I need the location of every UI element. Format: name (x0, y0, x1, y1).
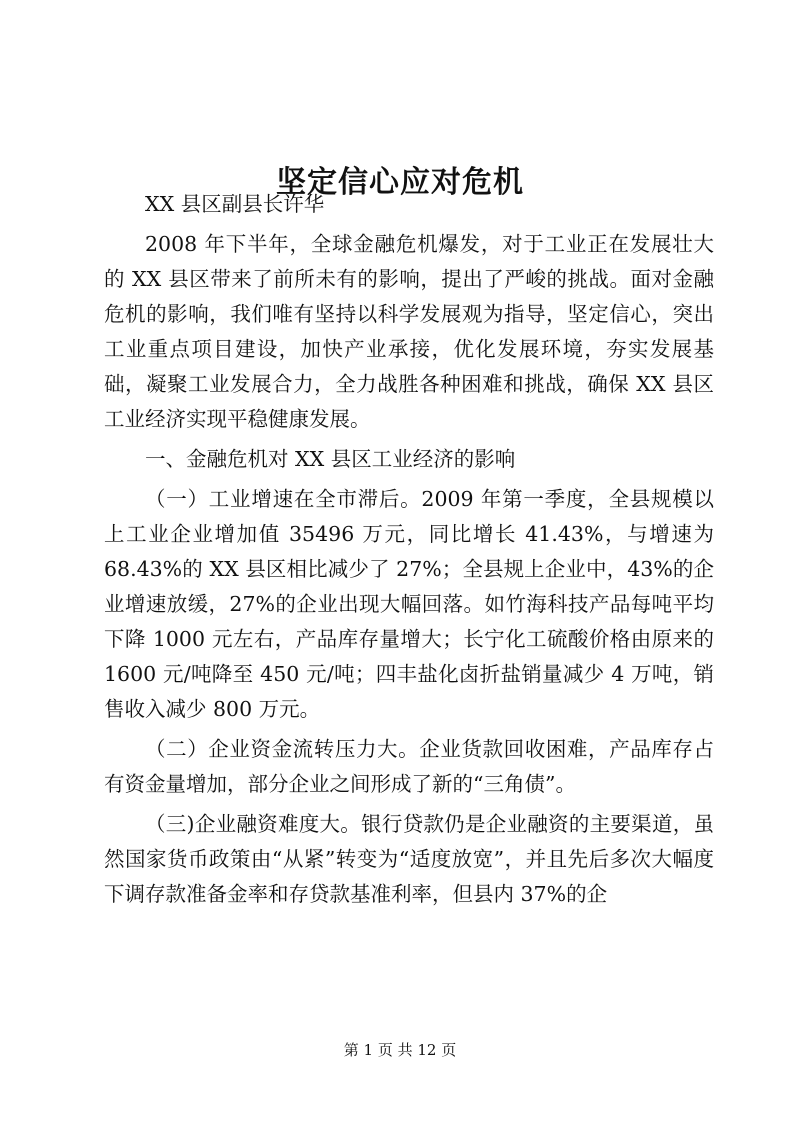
section-heading: 一、金融危机对 XX 县区工业经济的影响 (145, 447, 516, 471)
author-line: XX 县区副县长许华 (145, 192, 325, 216)
paragraph-financing: （三)企业融资难度大。银行贷款仍是企业融资的主要渠道，虽然国家货币政策由“从紧”转变为“适度放宽”，并且先后多次大幅度下调存款准备金率和存贷款基准利率，但县内 37%的企 (104, 812, 714, 906)
paragraph-intro: 2008 年下半年，全球金融危机爆发，对于工业正在发展壮大的 XX 县区带来了前所未有的影响，提出了严峻的挑战。面对金融危机的影响，我们唯有坚持以科学发展观为指导，坚定信心，突出工业重点项目建设，加快产业承接，优化发展环境，夯实发展基础，凝聚工业发展合力，全力战胜各种困难和挑战，确保 XX 县区工业经济实现平稳健康发展。 (104, 232, 714, 431)
document-body (104, 187, 714, 912)
page-footer: 第 1 页 共 12 页 (343, 1041, 457, 1059)
paragraph-capital-flow: （二）企业资金流转压力大。企业货款回收困难，产品库存占有资金量增加，部分企业之间形成了新的“三角债”。 (104, 737, 714, 796)
document-title: 坚定信心应对危机 (276, 165, 524, 201)
paragraph-growth: （一）工业增速在全市滞后。2009 年第一季度，全县规模以上工业企业增加值 35496 万元，同比增长 41.43%，与增速为 68.43%的 XX 县区相比减少了 27%；全县规上企业中，43%的企业增速放缓，27%的企业出现大幅回落。如竹海科技产品每吨平均下降 1000 元左右，产品库存量增大；长宁化工硫酸价格由原来的 1600 元/吨降至 450 元/吨；四丰盐化卤折盐销量减少 4 万吨，销售收入减少 800 万元。 (104, 487, 714, 721)
